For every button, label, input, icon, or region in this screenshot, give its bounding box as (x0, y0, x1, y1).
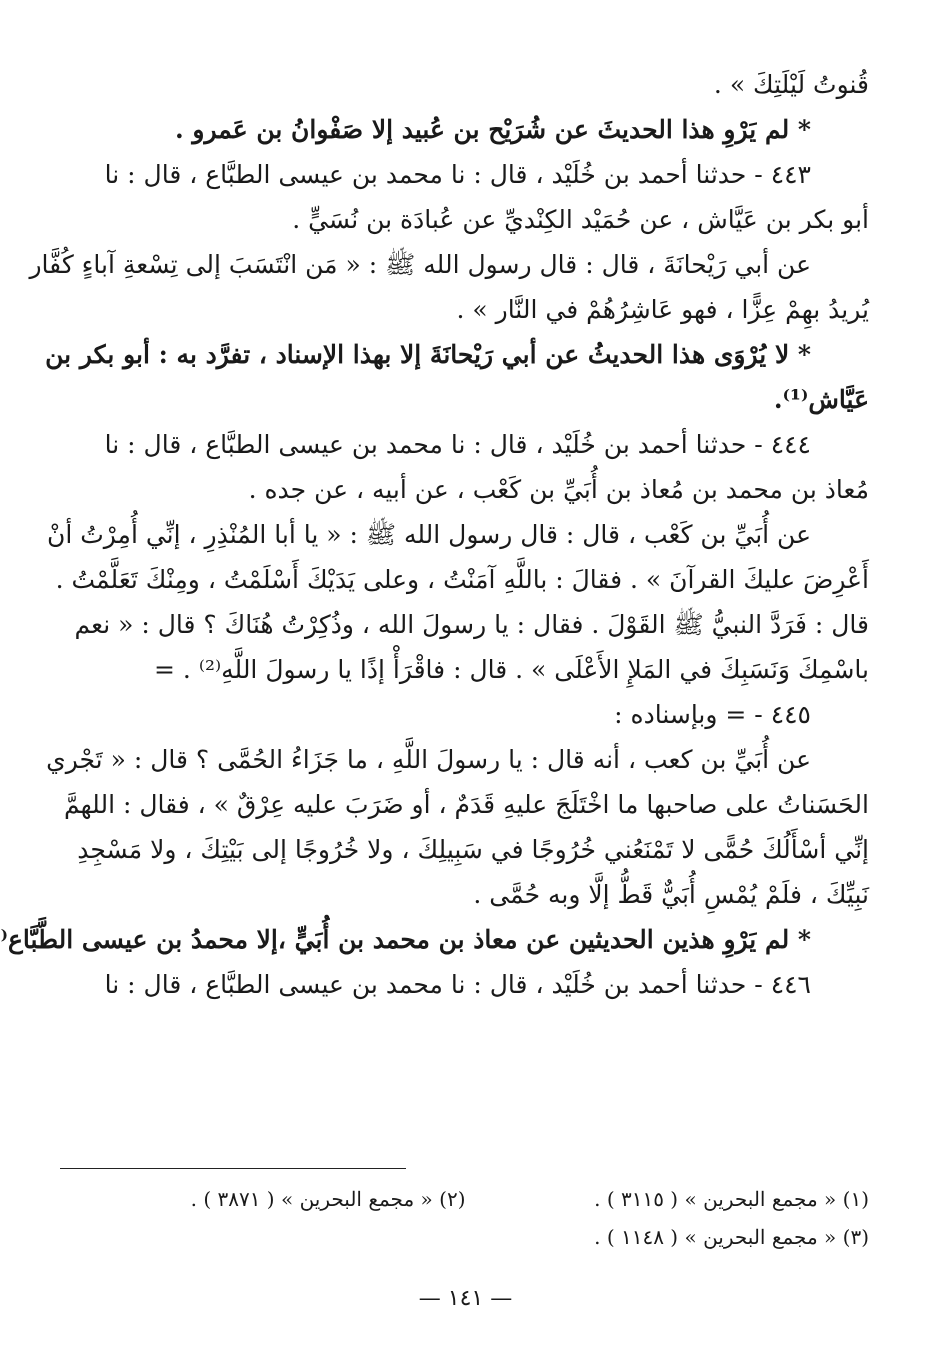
text-line: نَبِيِّكَ ، فلَمْ يُمْسِ أُبَيٌّ قَطُّ إلَّا وبه حُمَّى . (473, 880, 869, 909)
text-line: عن أُبَيِّ بن كعب ، أنه قال : يا رسولَ اللَّهِ ، ما جَزَاءُ الحُمَّى ؟ قال : « تَجْري (46, 745, 811, 774)
text-line: ٤٤٦ - حدثنا أحمد بن خُلَيْد ، قال : نا محمد بن عيسى الطبَّاع ، قال : نا (104, 970, 811, 999)
text-line: أَعْرِضَ عليكَ القرآنَ » . فقالَ : باللَّهِ آمَنْتُ ، وعلى يَدَيْكَ أَسْلَمْتُ ، ومِنْكَ تَعَلَّمْتُ . (55, 565, 869, 594)
text-line: أبو بكر بن عَيَّاش ، عن حُمَيْد الكِنْديِّ عن عُبادَة بن نُسَيٍّ . (292, 205, 869, 234)
text-line: عَيَّاش⁽¹⁾. (773, 385, 869, 414)
text-line: عن أُبَيِّ بن كَعْب ، قال : قال رسول الله ﷺ : « يا أبا المُنْذِرِ ، إنِّي أُمِرْتُ أنْ (46, 520, 811, 549)
main-text (0, 62, 869, 1007)
footnote-3: (٣) « مجمع البحرين » ( ١١٤٨ ) . (594, 1225, 869, 1249)
page-number: — ١٤١ — (418, 1286, 513, 1311)
text-line: إنِّي أسْأَلُكَ حُمًّى لا تَمْنَعُني خُرُوجًا في سَبِيلِكَ ، ولا خُرُوجًا إلى بَيْتِكَ ، ولا مَسْجِدِ (77, 835, 869, 864)
footnotes (62, 1180, 869, 1256)
text-line: ٤٤٤ - حدثنا أحمد بن خُلَيْد ، قال : نا محمد بن عيسى الطبَّاع ، قال : نا (104, 430, 811, 459)
text-line: قُنوتُ لَيْلَتِكَ » . (713, 70, 869, 99)
text-line: قال : فَرَدَّ النبيُّ ﷺ القَوْلَ . فقال : يا رسولَ الله ، وذُكِرْتُ هُنَاكَ ؟ قال : « نعم (74, 610, 869, 639)
text-line: عن أبي رَيْحانَةَ ، قال : قال رسول الله ﷺ : « مَن انْتَسَبَ إلى تِسْعةِ آباءٍ كُفَّار (29, 250, 811, 279)
text-line: يُريدُ بهِمْ عِزًّا ، فهو عَاشِرُهُمْ في النَّار » . (456, 295, 869, 324)
text-line: * لا يُرْوَى هذا الحديثُ عن أبي رَيْحانَةَ إلا بهذا الإسناد ، تفرَّد به : أبو بكر بن (45, 340, 811, 369)
text-line: * لم يَرْوِ هذين الحديثين عن معاذ بن محمد بن أُبَيٍّ ،إلا محمدُ بن عيسى الطَّبَّاع⁽ (0, 925, 811, 954)
text-line: * لم يَرْوِ هذا الحديثَ عن شُرَيْح بن عُبيد إلا صَفْوانُ بن عَمرو . (174, 115, 811, 144)
text-line: باسْمِكَ وَنَسَبِكَ في المَلإِ الأَعْلَى » . قال : فاقْرَأْ إذًا يا رسولَ اللَّهِ⁽²⁾ . = (154, 655, 869, 684)
footnote-2: (٢) « مجمع البحرين » ( ٣٨٧١ ) . (190, 1187, 466, 1211)
footnote-1: (١) « مجمع البحرين » ( ٣١١٥ ) . (594, 1187, 869, 1211)
text-line: مُعاذ بن محمد بن مُعاذ بن أُبَيِّ بن كَعْب ، عن أبيه ، عن جده . (248, 475, 869, 504)
footnote-row (62, 1180, 869, 1218)
text-line: الحَسَناتُ على صاحبها ما اخْتَلَجَ عليهِ قَدَمٌ ، أو ضَرَبَ عليه عِرْقٌ » ، فقال : اللهمَّ (64, 790, 869, 819)
text-line: ٤٤٥ - = وبإسناده : (614, 700, 811, 729)
footnote-row (62, 1218, 869, 1256)
footnote-divider (60, 1168, 406, 1169)
text-line: ٤٤٣ - حدثنا أحمد بن خُلَيْد ، قال : نا محمد بن عيسى الطبَّاع ، قال : نا (104, 160, 811, 189)
